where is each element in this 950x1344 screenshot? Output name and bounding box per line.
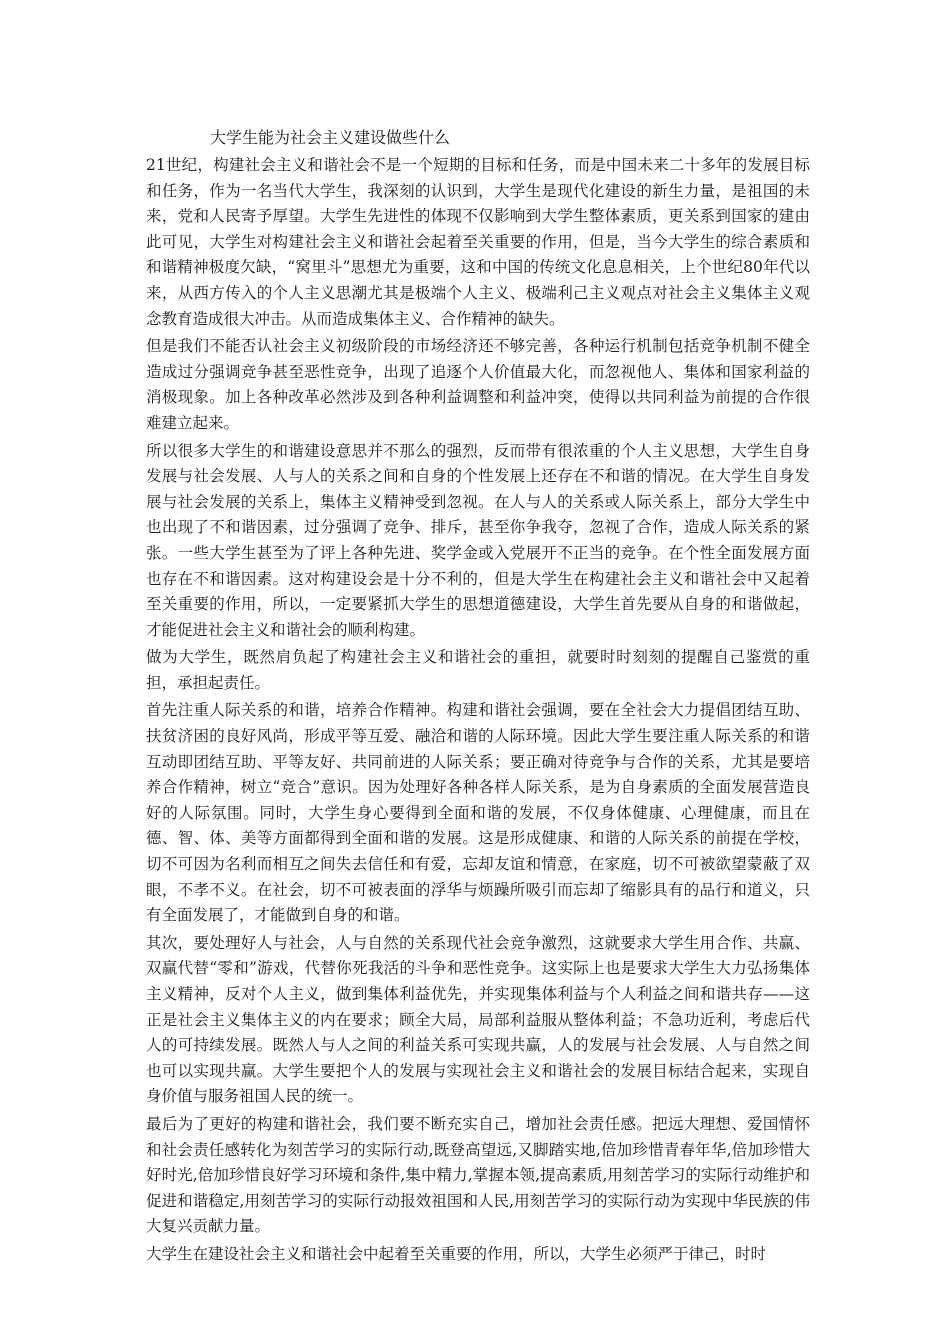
paragraph-3: 所以很多大学生的和谐建设意思并不那么的强烈，反而带有很浓重的个人主义思想，大学生自身发展与社会发展、人与人的关系之间和自身的个性发展上还存在不和谐的情况。在大学生自身发展与社会发展的关系上，集体主义精神受到忽视。在人与人的关系或人际关系上，部分大学生中也出现了不和谐因素，过分强调了竞争、排斥，甚至你争我夺，忽视了合作，造成人际关系的紧张。一些大学生甚至为了评上各种先进、奖学金或入党展开不正当的竞争。在个性全面发展方面也存在不和谐因素。这对构建设会是十分不利的，但是大学生在构建社会主义和谐社会中又起着至关重要的作用，所以，一定要紧抓大学生的思想道德建设，大学生首先要从自身的和谐做起，才能促进社会主义和谐社会的顺利构建。	[146, 441, 810, 639]
document-title: 大学生能为社会主义建设做些什么	[210, 128, 451, 147]
document-page	[146, 126, 810, 1270]
paragraph-5: 首先注重人际关系的和谐，培养合作精神。构建和谐社会强调，要在全社会大力提倡团结互助、扶贫济困的良好风尚，形成平等互爱、融洽和谐的人际环境。因此大学生要注重人际关系的和谐互动即团结互助、平等友好、共同前进的人际关系；要正确对待竞争与合作的关系，尤其是要培养合作精神，树立“竞合”意识。因为处理好各种各样人际关系，是为自身素质的全面发展营造良好的人际氛围。同时，大学生身心要得到全面和谐的发展，不仅身体健康、心理健康，而且在德、智、体、美等方面都得到全面和谐的发展。这是形成健康、和谐的人际关系的前提在学校，切不可因为名利而相互之间失去信任和有爱，忘却友谊和情意，在家庭，切不可被欲望蒙蔽了双眼，不孝不义。在社会，切不可被表面的浮华与烦躁所吸引而忘却了缩影具有的品行和道义，只有全面发展了，才能做到自身的和谐。	[146, 701, 810, 925]
paragraph-6: 其次，要处理好人与社会，人与自然的关系现代社会竞争激烈，这就要求大学生用合作、共赢、双赢代替“零和”游戏，代替你死我活的斗争和恶性竞争。这实际上也是要求大学生大力弘扬集体主义精神，反对个人主义，做到集体利益优先，并实现集体利益与个人利益之间和谐共存——这正是社会主义集体主义的内在要求；顾全大局，局部利益服从整体利益；不急功近利，考虑后代人的可持续发展。既然人与人之间的利益关系可实现共赢，人的发展与社会发展、人与自然之间也可以实现共赢。大学生要把个人的发展与实现社会主义和谐社会的发展目标结合起来，实现自身价值与服务祖国人民的统一。	[146, 933, 810, 1106]
paragraph-8: 大学生在建设社会主义和谐社会中起着至关重要的作用，所以，大学生必须严于律己，时时	[146, 1244, 767, 1263]
paragraph-4: 做为大学生，既然肩负起了构建社会主义和谐社会的重担，就要时时刻刻的提醒自己鉴赏的重担，承担起责任。	[146, 648, 810, 692]
paragraph-1: 21世纪，构建社会主义和谐社会不是一个短期的目标和任务，而是中国未来二十多年的发展目标和任务，作为一名当代大学生，我深刻的认识到，大学生是现代化建设的新生力量，是祖国的未来，党和人民寄予厚望。大学生先进性的体现不仅影响到大学生整体素质，更关系到国家的建由此可见，大学生对构建社会主义和谐社会起着至关重要的作用，但是，当今大学生的综合素质和和谐精神极度欠缺，“窝里斗”思想尤为重要，这和中国的传统文化息息相关，上个世纪80年代以来，从西方传入的个人主义思潮尤其是极端个人主义、极端利己主义观点对社会主义集体主义观念教育造成很大冲击。从而造成集体主义、合作精神的缺失。	[146, 156, 810, 328]
paragraph-2: 但是我们不能否认社会主义初级阶段的市场经济还不够完善，各种运行机制包括竞争机制不健全造成过分强调竞争甚至恶性竞争，出现了追逐个人价值最大化，而忽视他人、集体和国家利益的消极现象。加上各种改革必然涉及到各种利益调整和利益冲突，使得以共同利益为前提的合作很难建立起来。	[146, 337, 810, 432]
paragraph-7: 最后为了更好的构建和谐社会，我们要不断充实自己，增加社会责任感。把远大理想、爱国情怀和社会责任感转化为刻苦学习的实际行动,既登高望远,又脚踏实地,倍加珍惜青春年华,倍加珍惜大好时光,倍加珍惜良好学习环境和条件,集中精力,掌握本领,提高素质,用刻苦学习的实际行动维护和促进和谐稳定,用刻苦学习的实际行动报效祖国和人民,用刻苦学习的实际行动为实现中华民族的伟大复兴贡献力量。	[146, 1114, 810, 1236]
